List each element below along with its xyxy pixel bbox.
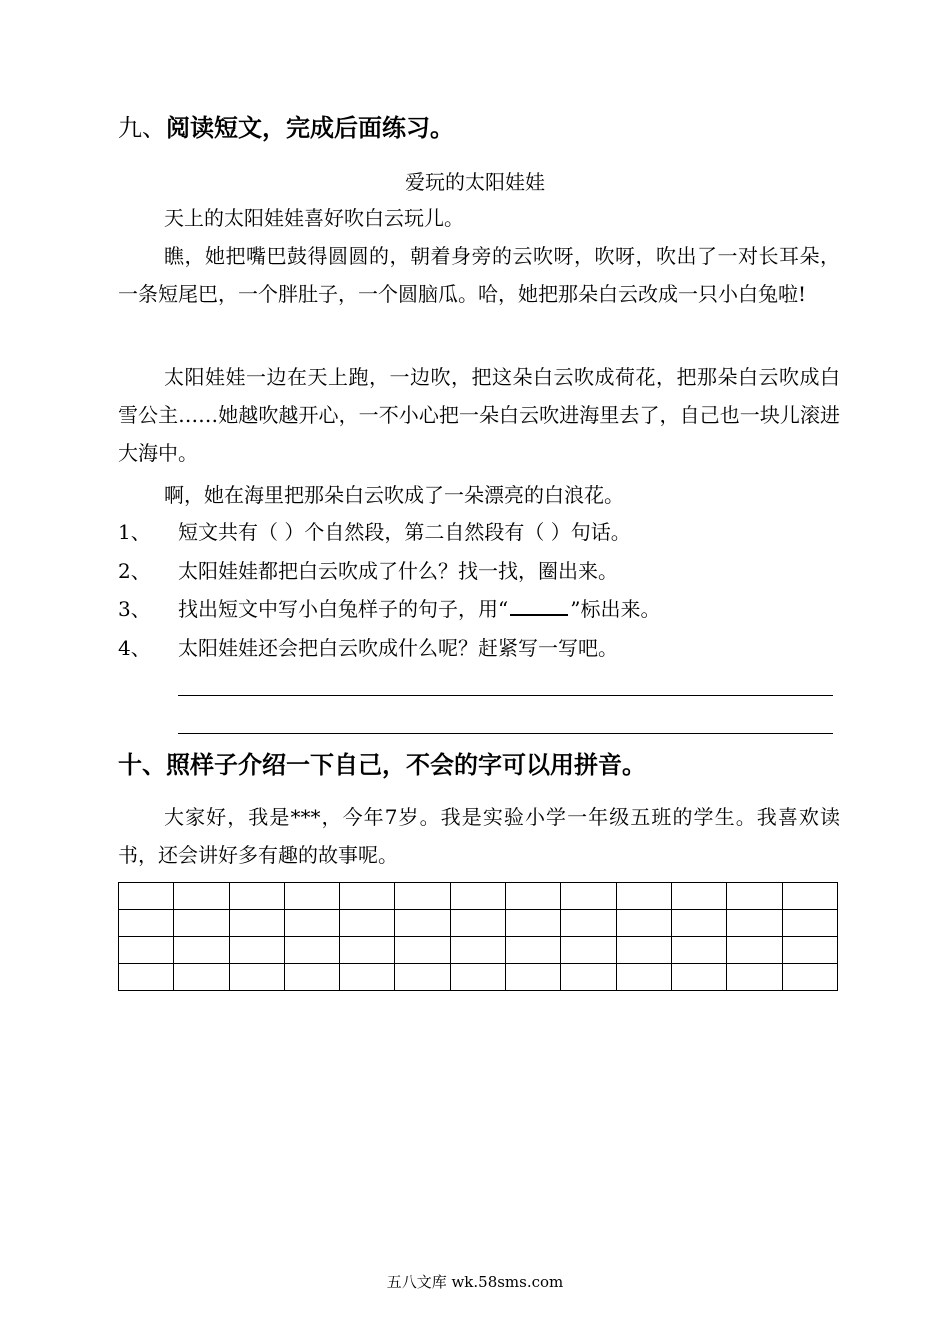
grid-cell[interactable] — [616, 937, 671, 964]
footer-watermark: 五八文库 wk.58sms.com — [386, 1273, 564, 1291]
grid-cell[interactable] — [561, 883, 616, 910]
grid-cell[interactable] — [616, 910, 671, 937]
question-1-text: 短文共有（ ）个自然段，第二自然段有（ ）句话。 — [178, 520, 631, 544]
story-paragraph-2: 瞧，她把嘴巴鼓得圆圆的，朝着身旁的云吹呀，吹呀，吹出了一对长耳朵，一条短尾巴，一个胖肚子，一个圆脑瓜。哈，她把那朵白云改成一只小白兔啦! — [118, 244, 840, 306]
question-2 — [118, 557, 618, 585]
grid-cell[interactable] — [174, 964, 229, 991]
grid-cell[interactable] — [782, 937, 837, 964]
answer-line-2[interactable] — [178, 733, 833, 734]
grid-cell[interactable] — [561, 964, 616, 991]
grid-cell[interactable] — [395, 883, 450, 910]
underline-sample — [510, 596, 568, 616]
question-4 — [118, 634, 618, 662]
question-4-text: 太阳娃娃还会把白云吹成什么呢？赶紧写一写吧。 — [178, 636, 618, 660]
grid-cell[interactable] — [284, 883, 339, 910]
story-paragraph-4: 啊，她在海里把那朵白云吹成了一朵漂亮的白浪花。 — [164, 483, 624, 507]
grid-cell[interactable] — [229, 910, 284, 937]
grid-cell[interactable] — [727, 937, 782, 964]
grid-cell[interactable] — [450, 964, 505, 991]
grid-cell[interactable] — [229, 937, 284, 964]
section-9-title: 阅读短文，完成后面练习。 — [166, 113, 454, 142]
question-1 — [118, 518, 631, 546]
grid-cell[interactable] — [340, 910, 395, 937]
grid-cell[interactable] — [671, 883, 726, 910]
grid-cell[interactable] — [395, 937, 450, 964]
grid-cell[interactable] — [561, 910, 616, 937]
grid-cell[interactable] — [340, 883, 395, 910]
grid-cell[interactable] — [727, 883, 782, 910]
grid-cell[interactable] — [119, 883, 174, 910]
grid-cell[interactable] — [174, 937, 229, 964]
story-paragraph-1: 天上的太阳娃娃喜好吹白云玩儿。 — [164, 206, 464, 230]
grid-cell[interactable] — [782, 883, 837, 910]
grid-cell[interactable] — [782, 910, 837, 937]
grid-row — [119, 910, 838, 937]
grid-cell[interactable] — [284, 910, 339, 937]
question-1-number: 1、 — [118, 520, 151, 544]
grid-cell[interactable] — [671, 964, 726, 991]
question-4-number: 4、 — [118, 636, 151, 660]
question-2-text: 太阳娃娃都把白云吹成了什么？找一找，圈出来。 — [178, 559, 618, 583]
grid-cell[interactable] — [119, 964, 174, 991]
answer-line-1[interactable] — [178, 695, 833, 696]
grid-cell[interactable] — [616, 883, 671, 910]
grid-cell[interactable] — [671, 937, 726, 964]
grid-cell[interactable] — [450, 937, 505, 964]
grid-cell[interactable] — [450, 910, 505, 937]
grid-cell[interactable] — [340, 964, 395, 991]
grid-cell[interactable] — [174, 883, 229, 910]
grid-cell[interactable] — [506, 964, 561, 991]
section-9-heading — [118, 113, 454, 143]
grid-cell[interactable] — [174, 910, 229, 937]
grid-row — [119, 937, 838, 964]
question-3-text-before: 找出短文中写小白兔样子的句子，用“ — [178, 597, 509, 621]
grid-row — [119, 964, 838, 991]
grid-cell[interactable] — [616, 964, 671, 991]
grid-cell[interactable] — [395, 910, 450, 937]
section-10-title: 照样子介绍一下自己，不会的字可以用拼音。 — [166, 750, 646, 779]
question-3-number: 3、 — [118, 597, 151, 621]
grid-cell[interactable] — [119, 910, 174, 937]
grid-cell[interactable] — [119, 937, 174, 964]
grid-cell[interactable] — [506, 937, 561, 964]
question-2-number: 2、 — [118, 559, 151, 583]
grid-cell[interactable] — [340, 937, 395, 964]
section-9-number: 九、 — [118, 114, 166, 142]
grid-cell[interactable] — [727, 910, 782, 937]
grid-cell[interactable] — [506, 910, 561, 937]
grid-cell[interactable] — [782, 964, 837, 991]
grid-cell[interactable] — [284, 937, 339, 964]
section-10-number: 十、 — [118, 750, 166, 779]
section-10-heading — [118, 750, 646, 780]
grid-cell[interactable] — [671, 910, 726, 937]
grid-cell[interactable] — [506, 883, 561, 910]
question-3-text-after: ”标出来。 — [570, 597, 661, 621]
grid-cell[interactable] — [727, 964, 782, 991]
grid-cell[interactable] — [229, 883, 284, 910]
grid-row — [119, 883, 838, 910]
self-intro-example: 大家好，我是***，今年7岁。我是实验小学一年级五班的学生。我喜欢读书，还会讲好多有趣的故事呢。 — [118, 805, 840, 867]
question-3 — [118, 595, 660, 623]
story-title: 爱玩的太阳娃娃 — [405, 170, 545, 194]
grid-cell[interactable] — [229, 964, 284, 991]
grid-cell[interactable] — [450, 883, 505, 910]
story-paragraph-3: 太阳娃娃一边在天上跑，一边吹，把这朵白云吹成荷花，把那朵白云吹成白雪公主……她越吹越开心，一不小心把一朵白云吹进海里去了，自己也一块儿滚进大海中。 — [118, 365, 840, 465]
writing-grid[interactable] — [118, 882, 838, 991]
grid-cell[interactable] — [561, 937, 616, 964]
grid-cell[interactable] — [284, 964, 339, 991]
grid-cell[interactable] — [395, 964, 450, 991]
